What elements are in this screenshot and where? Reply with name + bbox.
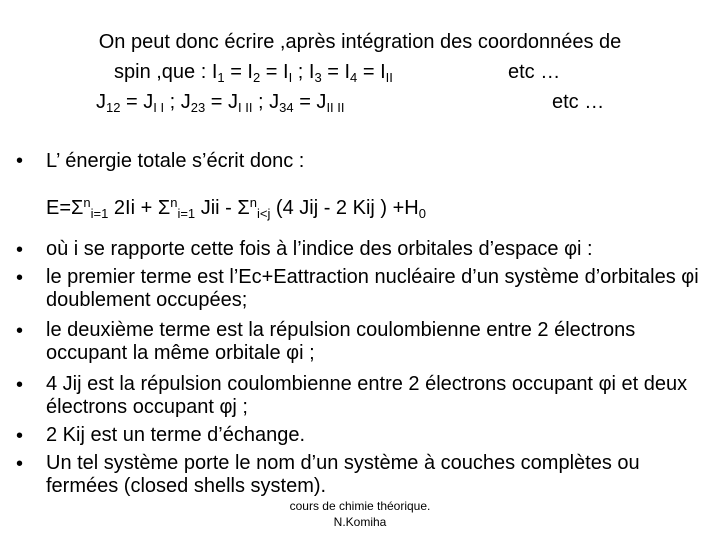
subscript: i<j [257, 206, 271, 221]
bullet-item-6 [46, 452, 714, 498]
footer [260, 498, 460, 530]
bullet-item-4 [46, 373, 714, 419]
subscript: 1 [217, 70, 225, 85]
sigma-symbol: Σ [71, 197, 84, 219]
bullet-item-1 [46, 238, 714, 261]
subscript: II [385, 70, 393, 85]
bullet-text: où i se rapporte cette fois à l’indice des orbitales d’espace [46, 238, 565, 260]
intro-line-2 [114, 60, 393, 84]
subscript: 12 [106, 100, 121, 115]
intro-text: = J [120, 91, 154, 113]
bullet-mark: • [16, 374, 24, 396]
subscript: 3 [314, 70, 322, 85]
intro-line-3-etc [552, 90, 604, 114]
intro-text: = I [321, 61, 351, 83]
subscript: I I [153, 100, 165, 115]
formula-text: E= [46, 197, 72, 219]
formula-text: 2Ii + [108, 197, 158, 219]
bullet-mark: • [16, 239, 24, 261]
sigma-symbol: Σ [237, 197, 250, 219]
bullet-item-2 [46, 266, 714, 312]
subscript: 4 [350, 70, 358, 85]
intro-text: = J [205, 91, 239, 113]
intro-text: J [96, 91, 106, 113]
subscript: 34 [279, 100, 294, 115]
bullet-mark: • [16, 425, 24, 447]
bullet-text: Un tel système porte le nom d’un système à couches complètes ou fermées (closed shells system). [46, 452, 640, 497]
bullet-text: j ; [232, 396, 248, 418]
formula-text: Jii - [195, 197, 238, 219]
formula-text: (4 Jij - 2 Kij ) +H [270, 197, 419, 219]
bullet-mark: • [16, 453, 24, 475]
sigma-symbol: Σ [157, 197, 171, 219]
bullet-text: le premier terme est l’Ec+Eattraction nucléaire d’un système d’orbitales [46, 266, 682, 288]
bullet-text: 4 Jij est la répulsion coulombienne entre 2 électrons occupant [46, 373, 599, 395]
intro-line-2-etc [508, 60, 560, 84]
bullet-mark: • [16, 150, 24, 172]
bullet-text: le deuxième terme est la répulsion coulombienne entre 2 électrons occupant la même orbitale [46, 319, 636, 364]
phi-symbol: φ [286, 342, 300, 364]
subscript: 2 [253, 70, 261, 85]
phi-symbol: φ [219, 396, 233, 418]
bullet-text: 2 Kij est un terme d’échange. [46, 424, 306, 446]
subscript: 23 [190, 100, 206, 115]
energy-label [46, 149, 304, 173]
intro-text: = I [260, 61, 289, 83]
bullet-item-5 [46, 424, 714, 447]
bullet-mark: • [16, 320, 24, 342]
phi-symbol: φ [598, 373, 612, 395]
energy-formula [46, 196, 426, 220]
etc-text: etc … [508, 61, 561, 83]
subscript: I [288, 70, 293, 85]
phi-symbol: φ [564, 238, 578, 260]
superscript: n [170, 195, 178, 210]
intro-line-1 [0, 30, 720, 54]
subscript: I II [238, 100, 253, 115]
bullet-text: i : [577, 238, 593, 260]
intro-text: = I [224, 61, 253, 83]
bullet-item-3 [46, 319, 714, 365]
energy-label-text: L’ énergie totale s’écrit donc : [46, 150, 305, 172]
superscript: n [83, 195, 91, 210]
subscript: i=1 [177, 206, 196, 221]
intro-line-3 [96, 90, 345, 114]
bullet-text: i doublement occupées; [46, 266, 699, 311]
subscript: II II [326, 100, 345, 115]
intro-text: ; I [292, 61, 315, 83]
intro-text: = I [357, 61, 386, 83]
phi-symbol: φ [681, 266, 695, 288]
superscript: n [249, 195, 257, 210]
etc-text: etc … [552, 91, 605, 113]
intro-line-1-text: On peut donc écrire ,après intégration des coordonnées de [98, 31, 622, 53]
subscript: 0 [418, 206, 426, 221]
intro-text: = J [293, 91, 327, 113]
intro-text: ; J [252, 91, 280, 113]
bullet-text: i et deux électrons occupant [46, 373, 688, 418]
footer-course: cours de chimie théorique. [289, 499, 431, 513]
footer-author: N.Komiha [333, 515, 387, 529]
bullet-mark: • [16, 267, 24, 289]
intro-text: ; J [164, 91, 191, 113]
bullet-text: i ; [299, 342, 315, 364]
subscript: i=1 [90, 206, 109, 221]
intro-text: spin ,que : I [114, 61, 218, 83]
